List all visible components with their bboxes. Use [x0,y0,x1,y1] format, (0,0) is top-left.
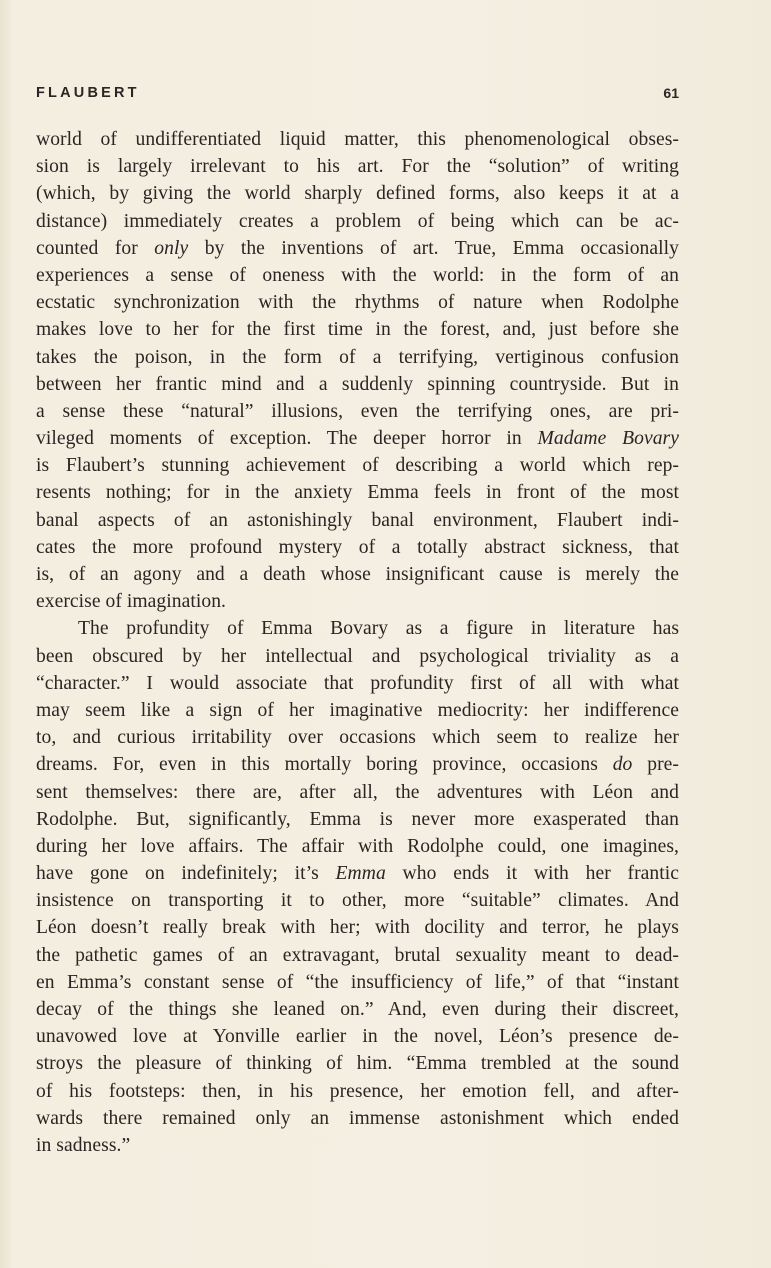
text-run: decay of the things she leaned on.” And, even during their discreet, [36,999,679,1020]
text-run: dreams. For, even in this mortally boring province, occasions [36,754,613,776]
text-run: vileged moments of exception. The deeper horror in [36,428,538,450]
text-run: is Flaubert’s stunning achievement of describing a world which rep- [36,455,679,477]
paragraph [36,126,679,615]
text-line [36,914,679,941]
text-line [36,479,679,506]
text-line [36,208,679,235]
text-run: makes love to her for the first time in the forest, and, just before she [36,319,679,341]
text-run: resents nothing; for in the anxiety Emma feels in front of the most [36,482,679,504]
text-run: stroys the pleasure of thinking of him. “Emma trembled at the sound [36,1053,679,1075]
body-text [36,126,679,1159]
text-line [36,1023,679,1050]
text-run: (which, by giving the world sharply defined forms, also keeps it at a [36,183,679,205]
text-line [36,1132,679,1159]
text-line [36,153,679,180]
text-line [36,887,679,914]
text-line [36,344,679,371]
text-run: been obscured by her intellectual and psychological triviality as a [36,645,679,667]
text-run: Rodolphe. But, significantly, Emma is never more exasperated than [36,808,679,830]
text-line [36,262,679,289]
text-run: Léon doesn’t really break with her; with docility and terror, he plays [36,917,679,939]
text-run: to, and curious irritability over occasions which seem to realize her [36,727,679,749]
text-line [36,969,679,996]
text-run: distance) immediately creates a problem of being which can be ac- [36,210,679,232]
text-run: who ends it with her frantic [385,863,680,885]
text-line [36,670,679,697]
text-run: between her frantic mind and a suddenly spinning countryside. But in [36,373,679,395]
text-line [36,507,679,534]
text-line [36,697,679,724]
text-line [36,860,679,887]
text-run: unavowed love at Yonville earlier in the novel, Léon’s presence de- [36,1026,679,1048]
text-run: sent themselves: there are, after all, the adventures with Léon and [36,781,679,803]
text-run: The profundity of Emma Bovary as a figure in literature has [78,618,679,640]
text-run: world of undifferentiated liquid matter, this phenomenological obses- [36,129,679,150]
text-run: sion is largely irrelevant to his art. For the “solution” of writing [36,156,679,178]
text-line [36,425,679,452]
text-line [36,1078,679,1105]
text-line [36,996,679,1023]
text-run: of his footsteps: then, in his presence, her emotion fell, and after- [36,1080,679,1102]
text-line [36,398,679,425]
page-number: 61 [663,85,679,101]
text-line [36,806,679,833]
text-line [36,615,679,642]
text-line [36,235,679,262]
italic-text: do [612,754,633,776]
text-run: insistence on transporting it to other, more “suitable” climates. And [36,890,679,912]
text-line [36,1050,679,1077]
text-line [36,942,679,969]
text-line [36,1105,679,1132]
running-head [36,85,679,107]
text-run: a sense these “natural” illusions, even the terrifying ones, are pri- [36,400,679,422]
running-title: FLAUBERT [36,85,140,101]
text-run: exercise of imagination. [36,591,226,613]
text-run: wards there remained only an immense astonishment which ended [36,1107,679,1129]
text-run: have gone on indefinitely; it’s [36,863,336,885]
text-run: by the inventions of art. True, Emma occasionally [188,237,679,259]
text-line [36,534,679,561]
text-run: banal aspects of an astonishingly banal environment, Flaubert indi- [36,509,679,531]
text-line [36,779,679,806]
text-run: pre- [632,754,679,776]
text-run: ecstatic synchronization with the rhythms of nature when Rodolphe [36,292,679,314]
italic-text: only [154,237,189,259]
text-run: en Emma’s constant sense of “the insufficiency of life,” of that “instant [36,971,679,993]
text-run: takes the poison, in the form of a terrifying, vertiginous confusion [36,346,679,368]
paragraph [36,615,679,1159]
text-run: cates the more profound mystery of a totally abstract sickness, that [36,536,679,558]
text-run: “character.” I would associate that profundity first of all with what [36,672,679,694]
text-line [36,833,679,860]
text-run: may seem like a sign of her imaginative mediocrity: her indifference [36,699,679,721]
text-run: during her love affairs. The affair with Rodolphe could, one imagines, [36,835,679,857]
text-run: is, of an agony and a death whose insignificant cause is merely the [36,564,679,585]
text-run: experiences a sense of oneness with the world: in the form of an [36,264,679,286]
text-line [36,643,679,670]
italic-text: Emma [335,863,386,885]
text-line [36,289,679,316]
text-line [36,126,679,153]
text-line [36,452,679,479]
text-run: counted for [36,237,155,259]
text-line [36,561,679,588]
text-run: the pathetic games of an extravagant, brutal sexuality meant to dead- [36,944,679,966]
text-line [36,180,679,207]
text-line [36,751,679,778]
text-line [36,371,679,398]
italic-text: Madame Bovary [537,428,679,450]
text-line [36,316,679,343]
text-line [36,724,679,751]
text-line [36,588,679,615]
text-run: in sadness.” [36,1134,131,1156]
